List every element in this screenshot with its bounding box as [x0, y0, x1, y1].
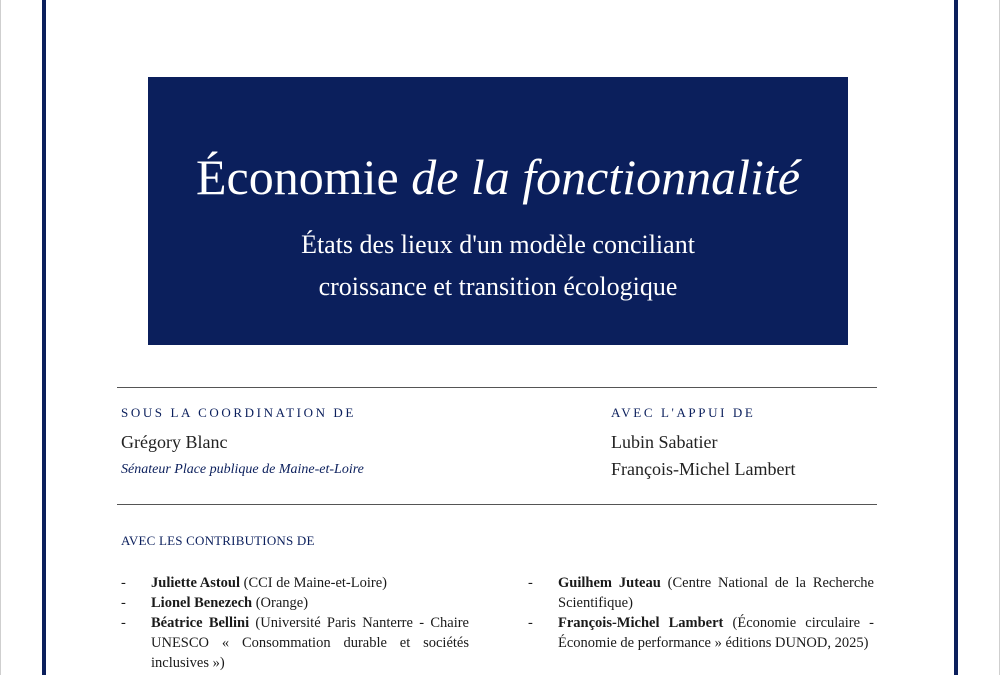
coordination-label: SOUS LA COORDINATION DE: [121, 405, 356, 420]
page-border-left: [42, 0, 46, 675]
contributor-name: Lionel Benezech: [151, 595, 253, 611]
list-item: [528, 613, 874, 653]
coordinator-name: Grégory Blanc: [121, 432, 228, 452]
list-item: [121, 573, 469, 593]
bullet-dash: -: [121, 575, 126, 591]
list-item: [528, 573, 874, 613]
contributor-name: Béatrice Bellini: [151, 615, 250, 631]
support-name-2: François-Michel Lambert: [611, 459, 796, 479]
bullet-dash: -: [528, 615, 533, 631]
support-label: AVEC L'APPUI DE: [611, 405, 756, 420]
title-regular: Économie: [195, 149, 412, 205]
coordinator-role: Sénateur Place publique de Maine-et-Loire: [121, 462, 364, 477]
list-item: [121, 593, 469, 613]
subtitle-line-2: croissance et transition écologique: [318, 272, 678, 301]
contributors-left-column: [121, 573, 469, 673]
title-banner: [148, 77, 848, 345]
contributions-label: AVEC LES CONTRIBUTIONS DE: [121, 533, 315, 548]
divider-top: [117, 387, 877, 388]
subtitle-line-1: États des lieux d'un modèle conciliant: [301, 230, 695, 259]
contributor-name: François-Michel Lambert: [558, 615, 724, 631]
document-title: [148, 147, 848, 207]
bullet-dash: -: [528, 575, 533, 591]
bullet-dash: -: [121, 615, 126, 631]
page-border-right: [954, 0, 958, 675]
divider-bottom: [117, 504, 877, 505]
support-name-1: Lubin Sabatier: [611, 432, 718, 452]
contributor-name: Guilhem Juteau: [558, 575, 661, 591]
contributor-detail: (Orange): [252, 595, 309, 611]
contributor-detail: (CCI de Maine-et-Loire): [240, 575, 387, 591]
bullet-dash: -: [121, 595, 126, 611]
contributor-detail: (Économie circulaire - Économie de performance » éditions DUNOD, 2025): [558, 615, 874, 651]
contributor-detail: (Université Paris Nanterre - Chaire UNESCO « Consommation durable et sociétés inclusives »): [151, 615, 469, 671]
title-italic: de la fonctionnalité: [411, 149, 801, 205]
contributor-detail: (Centre National de la Recherche Scientifique): [558, 575, 874, 611]
document-subtitle: [148, 224, 848, 308]
list-item: [121, 613, 469, 673]
contributor-name: Juliette Astoul: [151, 575, 241, 591]
page-edge-left: [0, 0, 1, 675]
contributors-right-column: [528, 573, 874, 653]
